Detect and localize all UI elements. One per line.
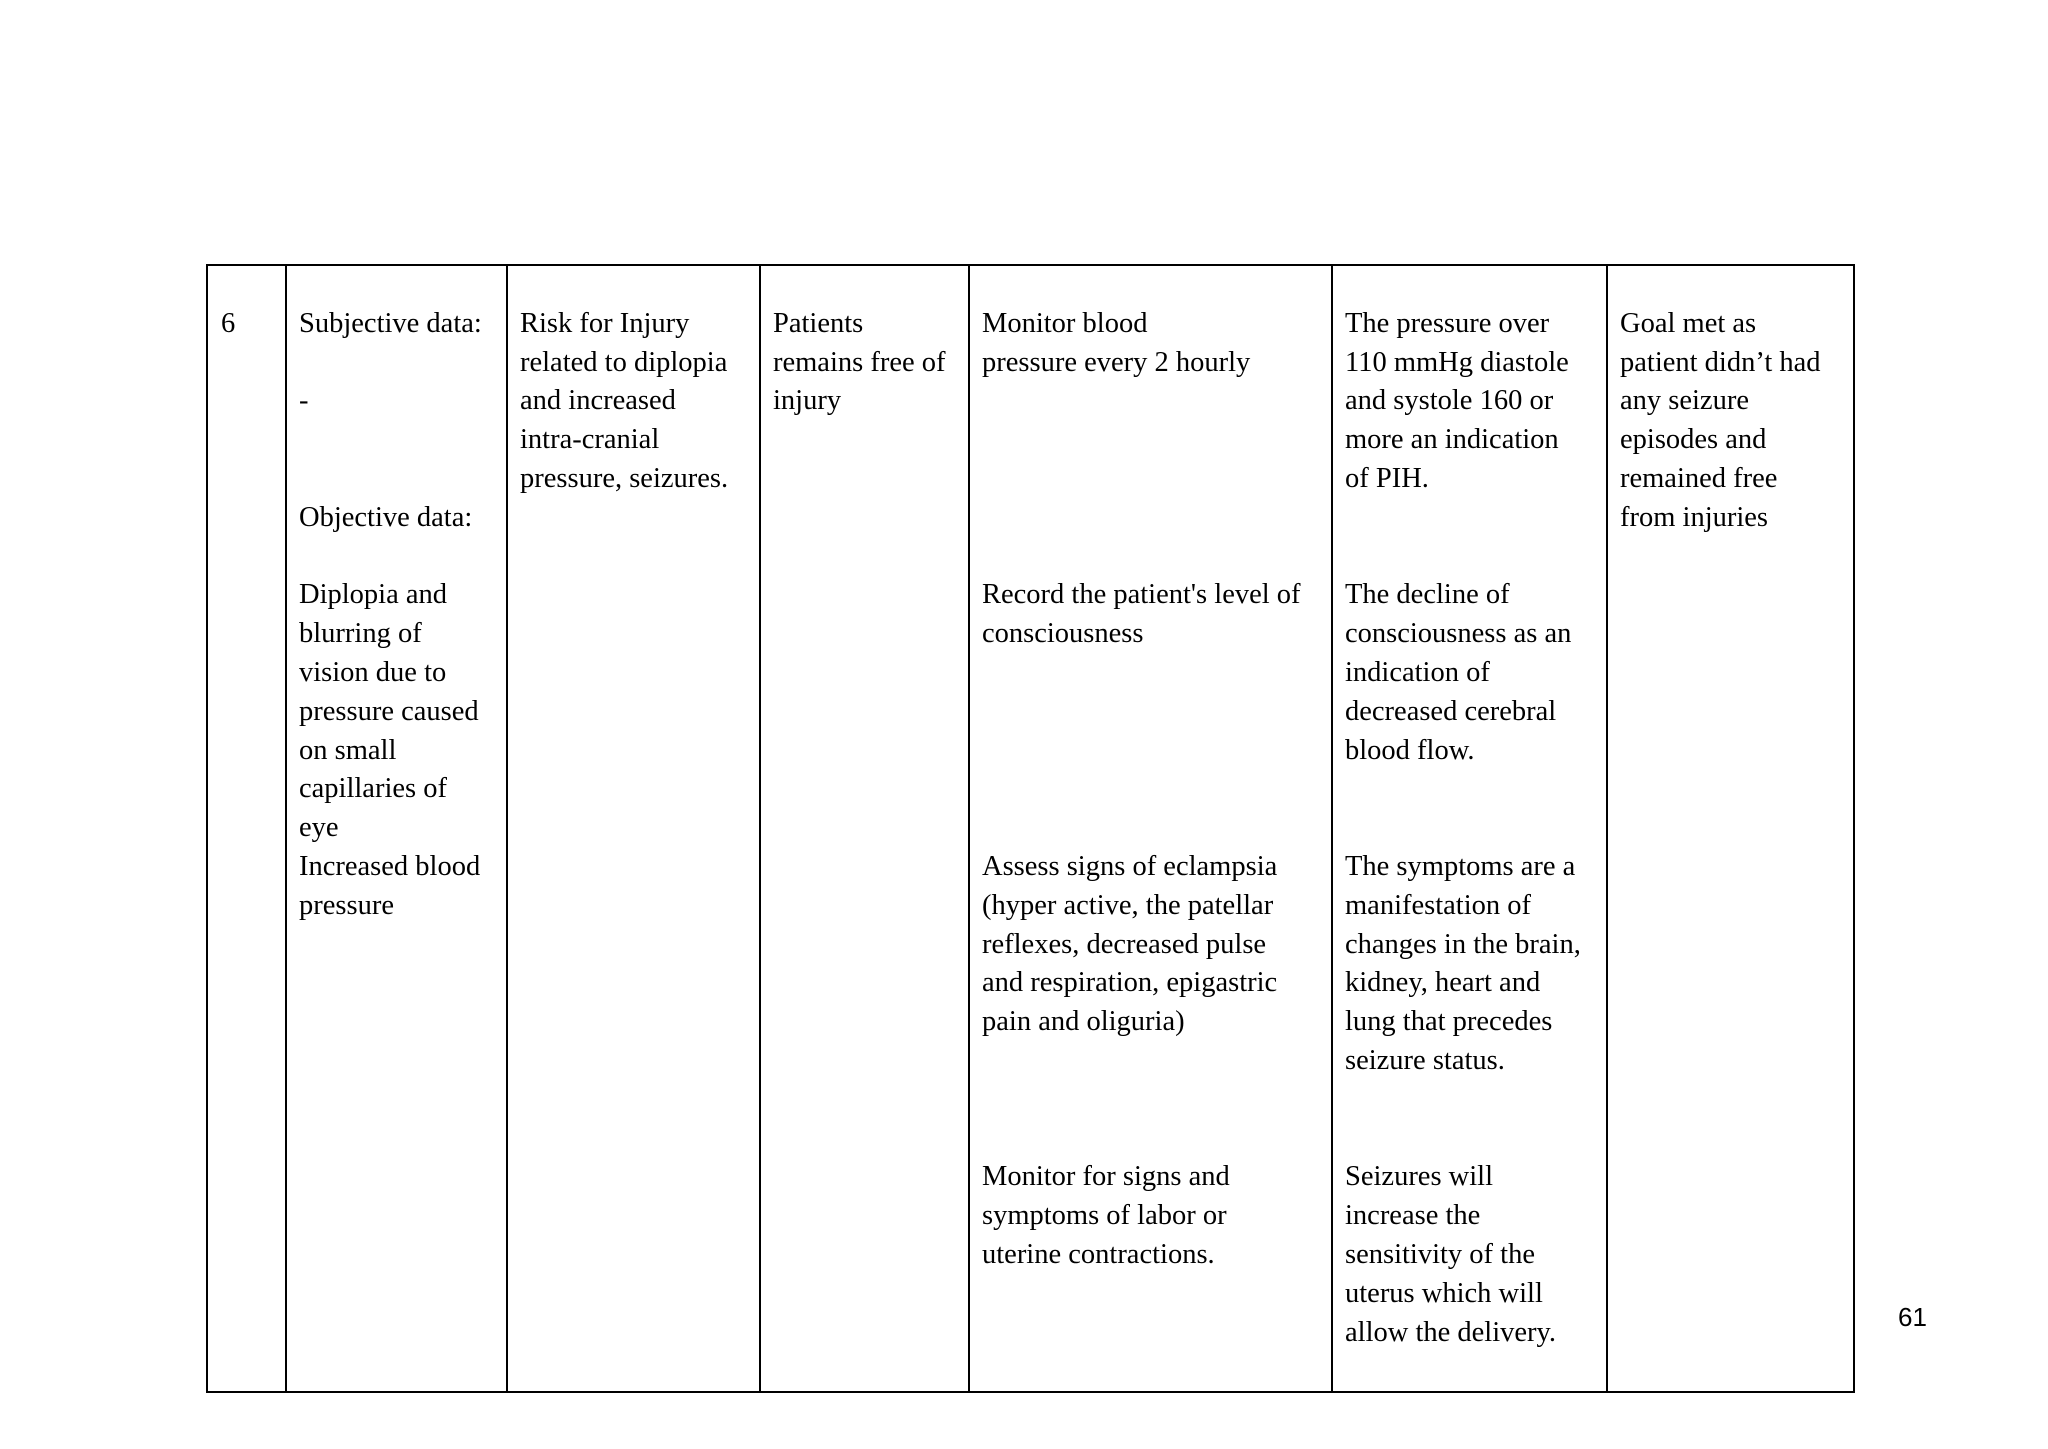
objective-data-text: Diplopia and blurring of vision due to pressure caused on small capillaries of eye Increased blood pressure	[299, 579, 481, 921]
intervention-assess-eclampsia: Assess signs of eclampsia (hyper active, the patellar reflexes, decreased pulse and respiration, epigastric pain and oliguria)	[982, 850, 1278, 1038]
table-row	[207, 265, 1854, 1392]
intervention-monitor-bp: Monitor blood pressure every 2 hourly	[982, 307, 1251, 378]
intervention-monitor-labor: Monitor for signs and symptoms of labor or uterine contractions.	[982, 1161, 1230, 1270]
interventions-cell	[969, 265, 1332, 1392]
subjective-data-value: -	[299, 385, 309, 417]
rationale-symptoms: The symptoms are a manifestation of changes in the brain, kidney, heart and lung that precedes seizure status.	[1345, 850, 1581, 1076]
objective-data-label: Objective data:	[299, 501, 473, 533]
rationale-pih: The pressure over 110 mmHg diastole and systole 160 or more an indication of PIH.	[1345, 307, 1569, 494]
rationale-consciousness: The decline of consciousness as an indication of decreased cerebral blood flow.	[1345, 579, 1572, 766]
nursing-diagnosis-text: Risk for Injury related to diplopia and increased intra-cranial pressure, seizures.	[520, 307, 729, 494]
subjective-data-label: Subjective data:	[299, 307, 482, 339]
rationale-cell	[1332, 265, 1607, 1392]
evaluation-cell	[1607, 265, 1854, 1392]
intervention-record-consciousness: Record the patient's level of consciousness	[982, 579, 1301, 650]
goal-text: Patients remains free of injury	[773, 307, 946, 417]
page-number: 61	[1898, 1302, 1927, 1332]
serial-number-cell	[207, 265, 286, 1392]
serial-number: 6	[221, 307, 236, 339]
evaluation-text: Goal met as patient didn’t had any seizure episodes and remained free from injuries	[1620, 307, 1821, 533]
nursing-care-plan-table	[206, 264, 1855, 1393]
rationale-seizures: Seizures will increase the sensitivity of the uterus which will allow the delivery.	[1345, 1161, 1557, 1348]
assessment-cell	[286, 265, 507, 1392]
goal-cell	[760, 265, 969, 1392]
nursing-diagnosis-cell	[507, 265, 760, 1392]
